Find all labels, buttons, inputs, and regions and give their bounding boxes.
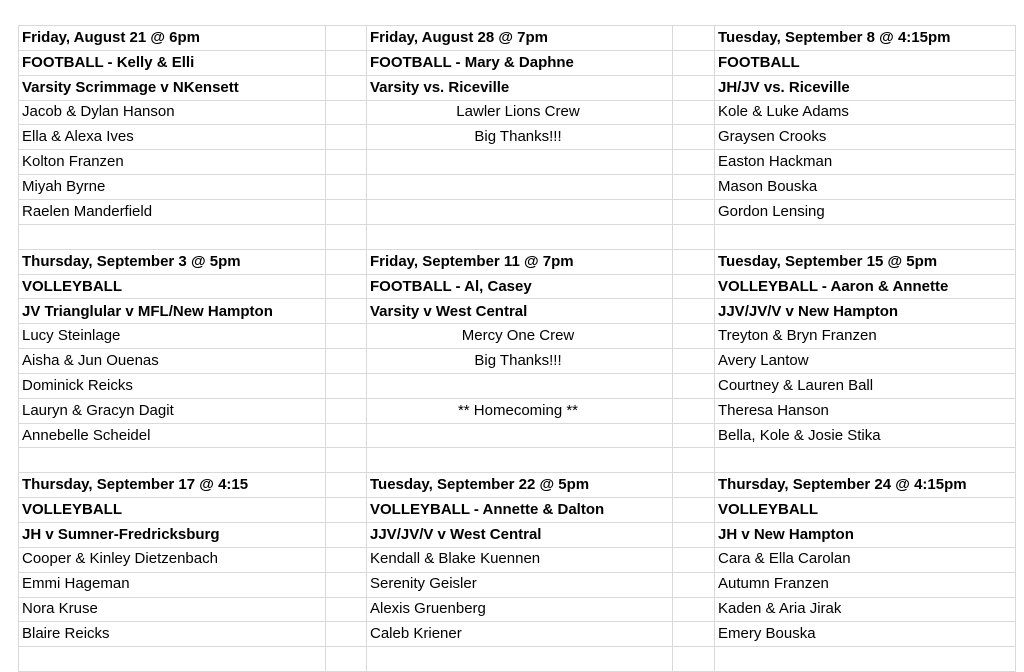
grid-horizontal-line — [18, 224, 1016, 225]
volunteer-name[interactable]: Annebelle Scheidel — [22, 426, 151, 444]
grid-horizontal-line — [18, 497, 1016, 498]
event-sport[interactable]: VOLLEYBALL - Annette & Dalton — [370, 500, 605, 518]
event-sport[interactable]: FOOTBALL - Kelly & Elli — [22, 53, 195, 71]
event-date[interactable]: Friday, August 28 @ 7pm — [370, 29, 548, 46]
event-sport[interactable]: VOLLEYBALL - Aaron & Annette — [718, 277, 949, 295]
volunteer-name[interactable]: Kendall & Blake Kuennen — [370, 550, 541, 568]
grid-horizontal-line — [18, 447, 1016, 448]
grid-horizontal-line — [18, 25, 1016, 26]
volunteer-name[interactable]: Mason Bouska — [718, 177, 818, 195]
grid-horizontal-line — [18, 373, 1016, 374]
event-date[interactable]: Friday, September 11 @ 7pm — [370, 253, 574, 270]
volunteer-name[interactable]: ** Homecoming ** — [457, 401, 579, 419]
event-matchup[interactable]: JV Trianglular v MFL/New Hampton — [22, 302, 273, 320]
grid-horizontal-line — [18, 274, 1016, 275]
event-date[interactable]: Tuesday, September 15 @ 5pm — [718, 253, 938, 270]
grid-horizontal-line — [18, 597, 1016, 598]
event-sport[interactable]: FOOTBALL - Al, Casey — [370, 277, 532, 295]
volunteer-name[interactable]: Serenity Geisler — [370, 575, 477, 593]
event-matchup[interactable]: JJV/JV/V v New Hampton — [718, 302, 899, 320]
volunteer-name[interactable]: Kole & Luke Adams — [718, 103, 849, 121]
grid-horizontal-line — [18, 348, 1016, 349]
event-sport[interactable]: VOLLEYBALL — [22, 500, 122, 518]
volunteer-name[interactable]: Cara & Ella Carolan — [718, 550, 851, 568]
volunteer-name[interactable]: Emery Bouska — [718, 624, 816, 642]
event-matchup[interactable]: JH v New Hampton — [718, 525, 854, 543]
event-sport[interactable]: VOLLEYBALL — [22, 277, 122, 295]
grid-horizontal-line — [18, 75, 1016, 76]
volunteer-name[interactable]: Aisha & Jun Ouenas — [22, 352, 159, 370]
volunteer-name[interactable]: Theresa Hanson — [718, 401, 829, 419]
event-sport[interactable]: VOLLEYBALL — [718, 500, 818, 518]
volunteer-name[interactable]: Lucy Steinlage — [22, 327, 121, 345]
event-matchup[interactable]: Varsity vs. Riceville — [370, 78, 510, 96]
volunteer-name[interactable]: Nora Kruse — [22, 600, 98, 617]
volunteer-name[interactable]: Caleb Kriener — [370, 624, 462, 642]
grid-horizontal-line — [18, 646, 1016, 647]
event-matchup[interactable]: Varsity v West Central — [370, 302, 528, 320]
grid-horizontal-line — [18, 472, 1016, 473]
grid-horizontal-line — [18, 547, 1016, 548]
volunteer-name[interactable]: Kolton Franzen — [22, 153, 124, 170]
event-date[interactable]: Friday, August 21 @ 6pm — [22, 29, 200, 46]
volunteer-name[interactable]: Lawler Lions Crew — [456, 103, 580, 121]
volunteer-name[interactable]: Cooper & Kinley Dietzenbach — [22, 550, 218, 568]
event-date[interactable]: Tuesday, September 22 @ 5pm — [370, 476, 590, 493]
grid-horizontal-line — [18, 149, 1016, 150]
grid-horizontal-line — [18, 249, 1016, 250]
volunteer-name[interactable]: Jacob & Dylan Hanson — [22, 103, 175, 121]
event-date[interactable]: Thursday, September 3 @ 5pm — [22, 253, 241, 270]
grid-horizontal-line — [18, 199, 1016, 200]
volunteer-name[interactable]: Raelen Manderfield — [22, 202, 153, 220]
event-date[interactable]: Thursday, September 17 @ 4:15 — [22, 476, 249, 493]
event-matchup[interactable]: Varsity Scrimmage v NKensett — [22, 78, 239, 96]
grid-horizontal-line — [18, 522, 1016, 523]
grid-horizontal-line — [18, 50, 1016, 51]
volunteer-name[interactable]: Kaden & Aria Jirak — [718, 600, 842, 617]
volunteer-name[interactable]: Blaire Reicks — [22, 624, 110, 642]
volunteer-name[interactable]: Autumn Franzen — [718, 575, 829, 593]
volunteer-name[interactable]: Courtney & Lauren Ball — [718, 377, 874, 394]
volunteer-name[interactable]: Graysen Crooks — [718, 128, 827, 146]
event-sport[interactable]: FOOTBALL - Mary & Daphne — [370, 53, 574, 71]
volunteer-name[interactable]: Treyton & Bryn Franzen — [718, 327, 877, 345]
grid-horizontal-line — [18, 621, 1016, 622]
event-matchup[interactable]: JJV/JV/V v West Central — [370, 525, 542, 543]
volunteer-name[interactable]: Mercy One Crew — [461, 327, 575, 345]
volunteer-name[interactable]: Gordon Lensing — [718, 202, 825, 220]
volunteer-name[interactable]: Avery Lantow — [718, 352, 809, 370]
volunteer-name[interactable]: Emmi Hageman — [22, 575, 130, 593]
event-date[interactable]: Thursday, September 24 @ 4:15pm — [718, 476, 967, 493]
volunteer-name[interactable]: Easton Hackman — [718, 153, 833, 170]
grid-horizontal-line — [18, 174, 1016, 175]
event-date[interactable]: Tuesday, September 8 @ 4:15pm — [718, 29, 951, 46]
volunteer-name[interactable]: Big Thanks!!! — [474, 128, 562, 146]
grid-horizontal-line — [18, 124, 1016, 125]
event-matchup[interactable]: JH/JV vs. Riceville — [718, 78, 850, 96]
volunteer-name[interactable]: Bella, Kole & Josie Stika — [718, 426, 881, 444]
volunteer-name[interactable]: Alexis Gruenberg — [370, 600, 486, 617]
volunteer-name[interactable]: Dominick Reicks — [22, 377, 133, 394]
grid-horizontal-line — [18, 423, 1016, 424]
grid-horizontal-line — [18, 323, 1016, 324]
grid-horizontal-line — [18, 398, 1016, 399]
volunteer-name[interactable]: Ella & Alexa Ives — [22, 128, 134, 146]
grid-horizontal-line — [18, 572, 1016, 573]
volunteer-name[interactable]: Lauryn & Gracyn Dagit — [22, 401, 174, 419]
event-sport[interactable]: FOOTBALL — [718, 53, 800, 71]
event-matchup[interactable]: JH v Sumner-Fredricksburg — [22, 525, 220, 543]
volunteer-name[interactable]: Miyah Byrne — [22, 177, 106, 195]
grid-horizontal-line — [18, 298, 1016, 299]
grid-horizontal-line — [18, 100, 1016, 101]
volunteer-name[interactable]: Big Thanks!!! — [474, 352, 562, 370]
